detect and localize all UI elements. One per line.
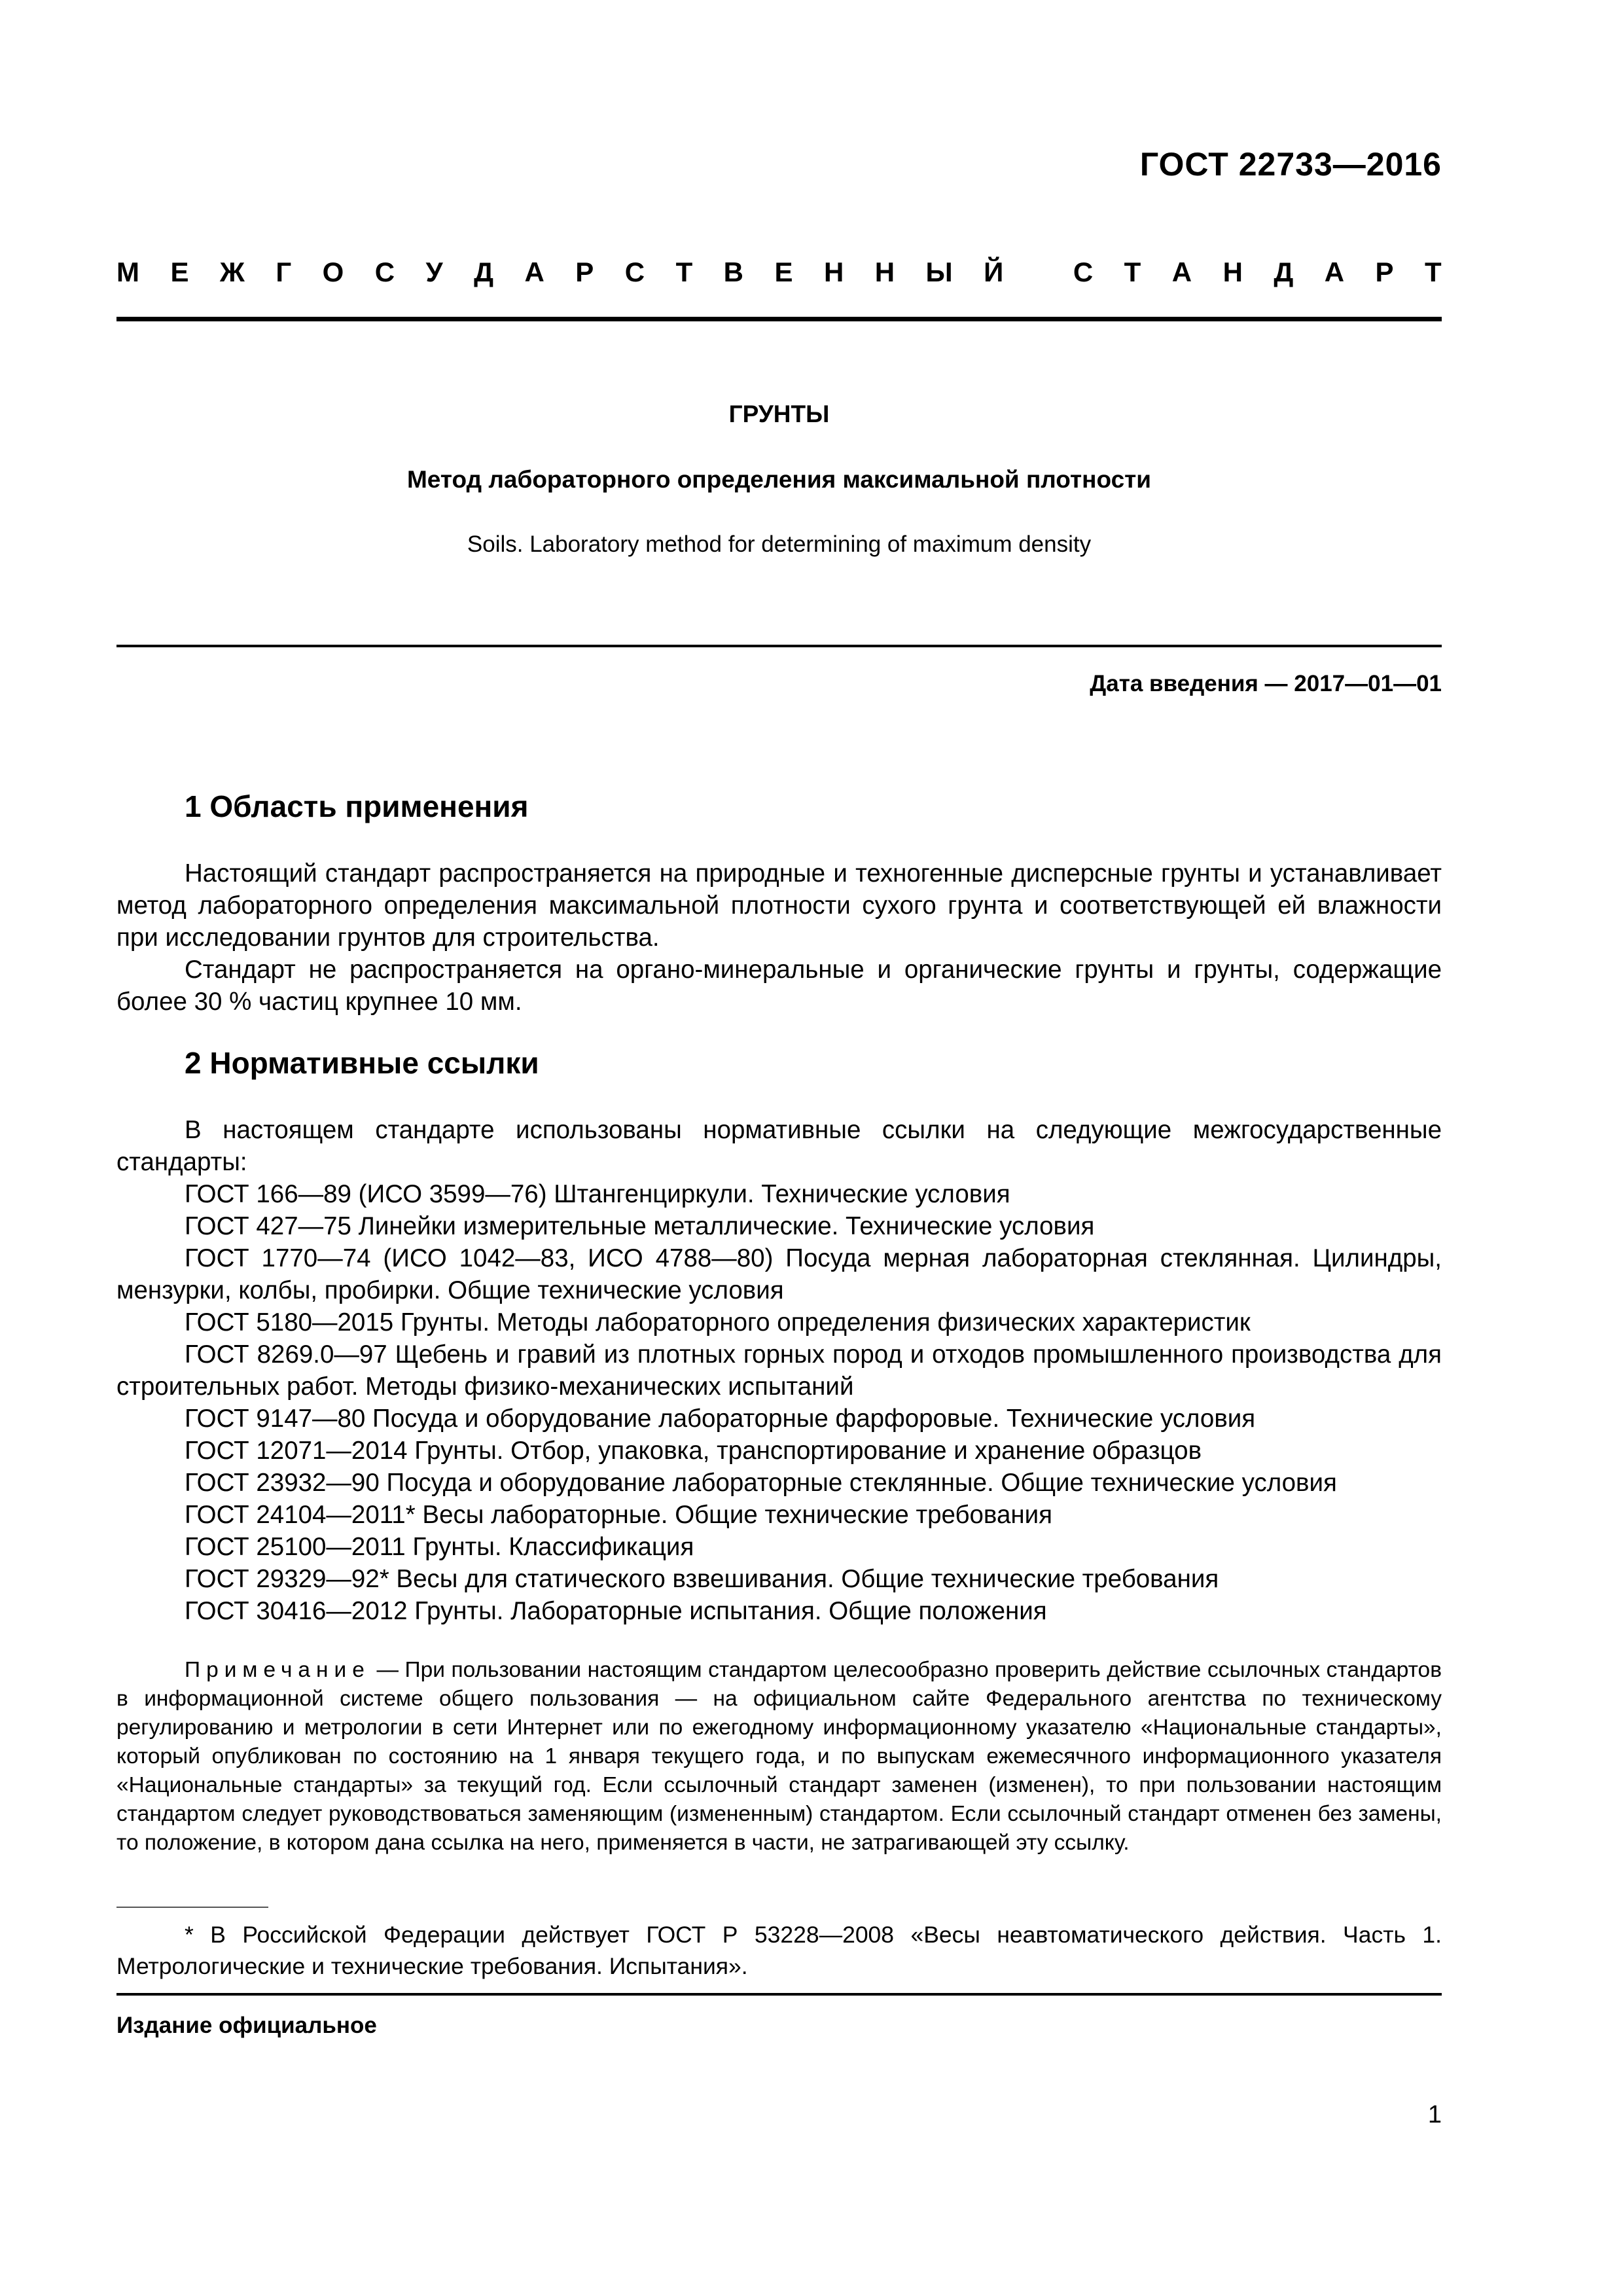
page-number: 1 <box>1427 2101 1442 2128</box>
reference-item: ГОСТ 427—75 Линейки измерительные металлические. Технические условия <box>185 1212 1095 1240</box>
reference-item: ГОСТ 1770—74 (ИСО 1042—83, ИСО 4788—80) Посуда мерная лабораторная стеклянная. Цилиндры, мензурки, колбы, пробирки. Общие технические условия <box>116 1244 1442 1304</box>
banner-gap <box>1035 257 1043 288</box>
section-1-heading: 1 Область применения <box>185 789 529 823</box>
banner-letter: О <box>322 257 344 287</box>
standard-number: ГОСТ 22733—2016 <box>1139 146 1442 183</box>
reference-item: ГОСТ 25100—2011 Грунты. Классификация <box>185 1533 694 1561</box>
reference-item: ГОСТ 24104—2011* Весы лабораторные. Общие технические требования <box>185 1501 1052 1529</box>
edition-label: Издание официальное <box>116 2013 377 2038</box>
banner-letter: Р <box>575 257 594 287</box>
note-text: — При пользовании настоящим стандартом целесообразно проверить действие ссылочных стандартов в информационной системе общего пользования — на официальном сайте Федерального агентства по техническому регулированию и метрологии в сети Интернет или по ежегодному информационному указателю «Национальные стандарты», который опубликован по состоянию на 1 января текущего года, и по выпускам ежемесячного информационного указателя «Национальные стандарты» за текущий год. Если ссылочный стандарт заменен (изменен), то при пользовании настоящим стандартом следует руководствоваться заменяющим (измененным) стандартом. Если ссылочный стандарт отменен без замены, то положение, в котором дана ссылка на него, применяется в части, не затрагивающей эту ссылку. <box>116 1658 1442 1855</box>
section-1-body <box>116 857 1442 1018</box>
footnote: * В Российской Федерации действует ГОСТ Р 53228—2008 «Весы неавтоматического действия. Часть 1. Метрологические и технические требования. Испытания». <box>116 1922 1442 1979</box>
banner-letter: Ж <box>219 257 245 287</box>
section-1-paragraph: Настоящий стандарт распространяется на природные и техногенные дисперсные грунты и устанавливает метод лабораторного определения максимальной плотности сухого грунта и соответствующей ей влажности при исследовании грунтов для строительства. <box>116 859 1442 952</box>
banner-letter: У <box>425 257 443 287</box>
reference-item: ГОСТ 5180—2015 Грунты. Методы лабораторного определения физических характеристик <box>185 1308 1251 1336</box>
references-note <box>116 1656 1442 1857</box>
introduction-date: Дата введения — 2017—01—01 <box>1090 671 1442 696</box>
document-subtitle: Метод лабораторного определения максимальной плотности <box>406 466 1152 493</box>
reference-item: ГОСТ 9147—80 Посуда и оборудование лабораторные фарфоровые. Технические условия <box>185 1405 1256 1433</box>
banner-letter: Р <box>1375 257 1394 287</box>
banner-letter: Т <box>1124 257 1141 287</box>
banner-letter: Д <box>1274 257 1294 287</box>
banner-letter: Н <box>1222 257 1243 287</box>
banner-letter: Е <box>774 257 793 287</box>
banner-letter: Г <box>276 257 292 287</box>
banner-letter: Д <box>474 257 494 287</box>
references-list <box>116 1114 1442 1627</box>
footer-divider <box>116 1993 1442 1996</box>
banner-letter: В <box>723 257 744 287</box>
banner-letter: Н <box>874 257 895 287</box>
section-1-paragraph: Стандарт не распространяется на органо-минеральные и органические грунты и грунты, содержащие более 30 % частиц крупнее 10 мм. <box>116 956 1442 1016</box>
section-2-heading: 2 Нормативные ссылки <box>185 1046 539 1080</box>
banner-letter: Е <box>170 257 189 287</box>
banner-letter: С <box>1073 257 1094 287</box>
title-divider <box>116 645 1442 647</box>
banner-letter: Й <box>984 257 1004 287</box>
banner-letter: А <box>1324 257 1345 287</box>
reference-item: ГОСТ 29329—92* Весы для статического взвешивания. Общие технические требования <box>185 1565 1219 1593</box>
header-divider <box>116 317 1442 321</box>
banner-letter: М <box>116 257 139 287</box>
document-title: ГРУНТЫ <box>728 401 830 427</box>
banner-letter: Ы <box>925 257 953 287</box>
note-label: Примечание <box>185 1658 370 1682</box>
english-title: Soils. Laboratory method for determining of maximum density <box>467 531 1092 557</box>
reference-item: ГОСТ 8269.0—97 Щебень и гравий из плотных горных пород и отходов промышленного производства для строительных работ. Методы физико-механических испытаний <box>116 1340 1442 1401</box>
banner-letter: А <box>1171 257 1192 287</box>
reference-item: ГОСТ 23932—90 Посуда и оборудование лабораторные стеклянные. Общие технические условия <box>185 1469 1337 1497</box>
banner-letter: С <box>624 257 645 287</box>
reference-item: ГОСТ 12071—2014 Грунты. Отбор, упаковка, транспортирование и хранение образцов <box>185 1437 1202 1465</box>
reference-item: ГОСТ 166—89 (ИСО 3599—76) Штангенциркули. Технические условия <box>185 1180 1010 1208</box>
banner-letter: А <box>524 257 544 287</box>
standard-type-banner <box>116 257 1442 288</box>
banner-letter: С <box>374 257 395 287</box>
banner-letter: Н <box>823 257 844 287</box>
references-intro: В настоящем стандарте использованы нормативные ссылки на следующие межгосударственные стандарты: <box>116 1116 1442 1176</box>
footnote-divider <box>116 1907 268 1908</box>
reference-item: ГОСТ 30416—2012 Грунты. Лабораторные испытания. Общие положения <box>185 1597 1047 1625</box>
banner-letter: Т <box>675 257 693 287</box>
banner-letter: Т <box>1425 257 1442 287</box>
